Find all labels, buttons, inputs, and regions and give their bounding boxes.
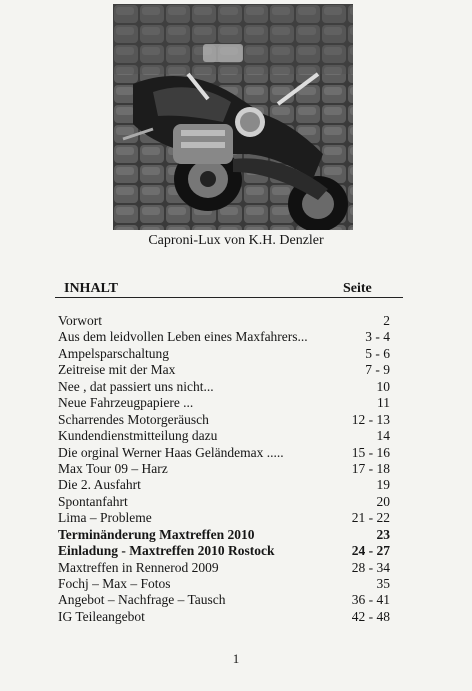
toc-entry-title: Max Tour 09 – Harz bbox=[58, 460, 168, 476]
toc-entry-pages: 28 - 34 bbox=[351, 559, 390, 575]
toc-entry-pages: 42 - 48 bbox=[351, 608, 390, 624]
toc-entry-pages: 10 bbox=[376, 378, 390, 394]
toc-entry-pages: 15 - 16 bbox=[351, 444, 390, 460]
toc-page-label: Seite bbox=[343, 281, 372, 296]
toc-entry-title: Einladung - Maxtreffen 2010 Rostock bbox=[58, 543, 275, 559]
photo-caption: Caproni-Lux von K.H. Denzler bbox=[148, 233, 324, 248]
toc-entry-title: Terminänderung Maxtreffen 2010 bbox=[58, 526, 255, 542]
toc-entry-pages: 14 bbox=[376, 428, 390, 444]
toc-entry bbox=[0, 510, 472, 526]
toc-entry bbox=[0, 445, 472, 461]
toc-entry bbox=[0, 527, 472, 543]
toc-entry-pages: 3 - 4 bbox=[365, 329, 390, 345]
toc-entry-pages: 35 bbox=[376, 576, 390, 591]
toc-entry-title: Spontanfahrt bbox=[58, 493, 128, 509]
toc-entry-pages: 23 bbox=[376, 526, 390, 542]
toc-entry-title: Fochj – Max – Fotos bbox=[58, 576, 171, 591]
toc-entry-pages: 19 bbox=[376, 477, 390, 493]
toc-entry-title: Maxtreffen in Rennerod 2009 bbox=[58, 559, 219, 575]
toc-entry bbox=[0, 592, 472, 608]
toc-title: INHALT bbox=[64, 281, 118, 296]
toc-entry-title: Die orginal Werner Haas Geländemax ..... bbox=[58, 444, 284, 460]
toc-entry-pages: 21 - 22 bbox=[351, 510, 390, 526]
toc-entry bbox=[0, 428, 472, 444]
toc-divider bbox=[55, 297, 403, 298]
toc-entry-title: Angebot – Nachfrage – Tausch bbox=[58, 592, 226, 608]
toc-entry bbox=[0, 609, 472, 625]
toc-entry-pages: 12 - 13 bbox=[351, 411, 390, 427]
toc-entry-title: Nee , dat passiert uns nicht... bbox=[58, 378, 214, 394]
toc-entry bbox=[0, 560, 472, 576]
toc-entry-pages: 7 - 9 bbox=[365, 362, 390, 378]
toc-entry-title: IG Teileangebot bbox=[58, 608, 145, 624]
toc-entry-pages: 24 - 27 bbox=[351, 543, 390, 559]
toc-entry-pages: 20 bbox=[376, 493, 390, 509]
toc-entry-title: Lima – Probleme bbox=[58, 510, 152, 526]
toc-entry bbox=[0, 461, 472, 477]
toc-entry bbox=[0, 362, 472, 378]
toc-entry bbox=[0, 494, 472, 510]
toc-entry bbox=[0, 313, 472, 329]
toc-entry bbox=[0, 576, 472, 592]
toc-entry-pages: 36 - 41 bbox=[351, 592, 390, 608]
page-number: 1 bbox=[232, 651, 240, 666]
toc-header bbox=[0, 281, 472, 301]
toc-entry bbox=[0, 329, 472, 345]
toc-entry-title: Aus dem leidvollen Leben eines Maxfahrers... bbox=[58, 329, 308, 345]
toc-entry-title: Neue Fahrzeugpapiere ... bbox=[58, 395, 194, 411]
toc-entry bbox=[0, 477, 472, 493]
toc-list bbox=[0, 313, 472, 625]
toc-entry-pages: 5 - 6 bbox=[365, 345, 390, 361]
motorcycle-photo bbox=[113, 4, 353, 230]
toc-entry-title: Die 2. Ausfahrt bbox=[58, 477, 141, 493]
toc-entry-pages: 17 - 18 bbox=[351, 460, 390, 476]
toc-entry-title: Ampelsparschaltung bbox=[58, 345, 169, 361]
toc-entry-title: Scharrendes Motorgeräusch bbox=[58, 411, 209, 427]
toc-entry-title: Kundendienstmitteilung dazu bbox=[58, 428, 218, 444]
toc-entry-pages: 2 bbox=[383, 313, 390, 328]
toc-entry-pages: 11 bbox=[377, 395, 390, 411]
toc-entry bbox=[0, 346, 472, 362]
toc-entry bbox=[0, 412, 472, 428]
toc-entry-title: Vorwort bbox=[58, 313, 103, 328]
toc-entry bbox=[0, 395, 472, 411]
toc-entry bbox=[0, 543, 472, 559]
toc-entry bbox=[0, 379, 472, 395]
toc-entry-title: Zeitreise mit der Max bbox=[58, 362, 176, 378]
